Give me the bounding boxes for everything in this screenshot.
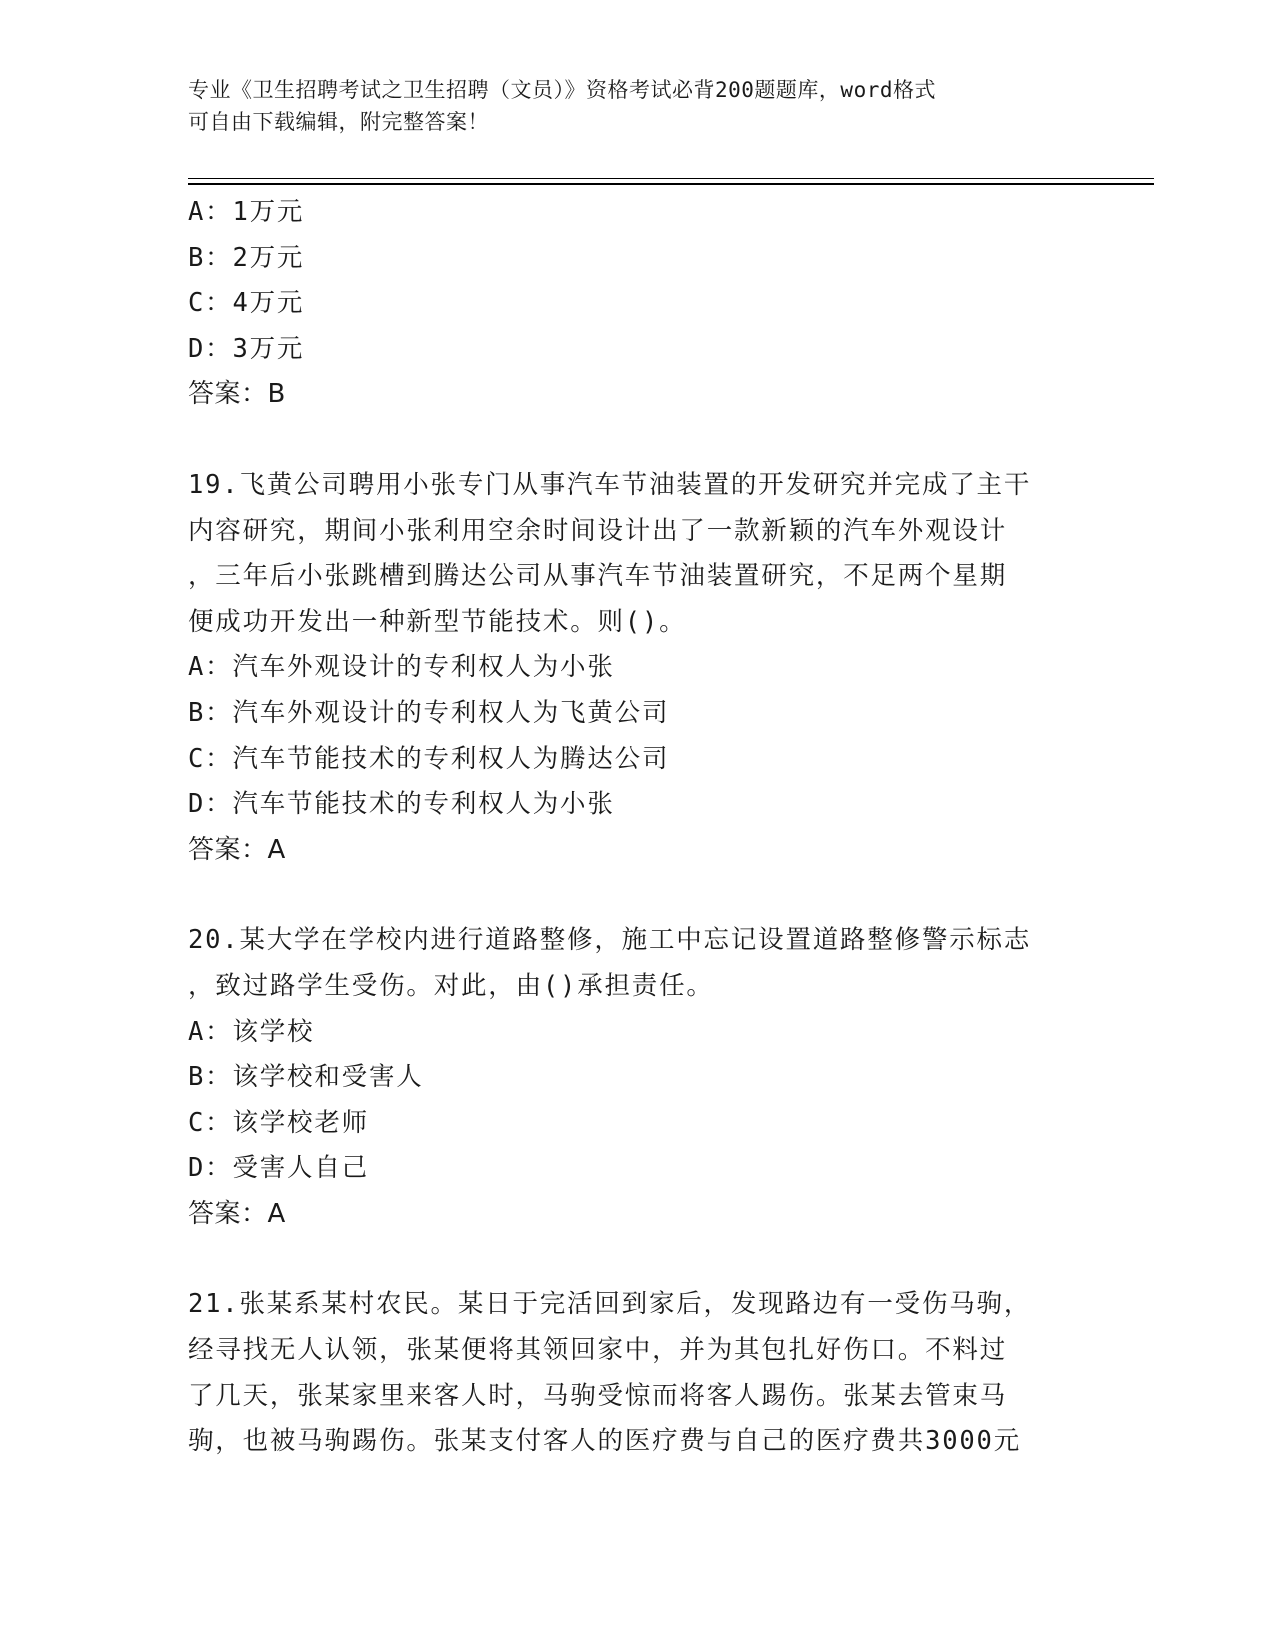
question-text-line: 驹，也被马驹踢伤。张某支付客人的医疗费与自己的医疗费共3000元 [188,1426,1022,1457]
option-d: D：3万元 [188,333,305,364]
option-b: B：该学校和受害人 [188,1062,424,1093]
option-c: C：4万元 [188,288,305,319]
spacer [188,418,1088,463]
question-text-line: 经寻找无人认领，张某便将其领回家中，并为其包扎好伤口。不料过 [188,1335,1008,1366]
question-text-line: 19.飞黄公司聘用小张专门从事汽车节油装置的开发研究并完成了主干 [188,469,1032,500]
header-divider-thick [188,183,1154,185]
header-line-2: 可自由下载编辑，附完整答案！ [188,110,489,134]
option-d: D：受害人自己 [188,1153,369,1184]
option-b: B：汽车外观设计的专利权人为飞黄公司 [188,697,670,728]
option-b: B：2万元 [188,242,305,273]
question-21 [188,1282,1088,1464]
prev-question-options [188,190,1088,418]
question-text-line: 了几天，张某家里来客人时，马驹受惊而将客人踢伤。张某去管束马 [188,1380,1008,1411]
header-line-1: 专业《卫生招聘考试之卫生招聘（文员）》资格考试必背200题题库，word格式 [188,78,936,102]
option-c: C：汽车节能技术的专利权人为腾达公司 [188,743,670,774]
question-19 [188,463,1088,873]
option-a: A：该学校 [188,1016,315,1047]
option-d: D：汽车节能技术的专利权人为小张 [188,789,615,820]
answer: 答案：A [188,1198,286,1229]
spacer [188,873,1088,918]
option-a: A：汽车外观设计的专利权人为小张 [188,652,615,683]
question-20 [188,918,1088,1237]
question-text-line: 便成功开发出一种新型节能技术。则()。 [188,606,687,637]
option-a: A：1万元 [188,197,305,227]
option-c: C：该学校老师 [188,1107,369,1138]
question-text-line: 20.某大学在学校内进行道路整修，施工中忘记设置道路整修警示标志 [188,925,1032,956]
question-text-line: 内容研究，期间小张利用空余时间设计出了一款新颖的汽车外观设计 [188,515,1008,546]
header-divider-thin [188,178,1154,179]
answer: 答案：A [188,834,286,865]
question-text-line: ，致过路学生受伤。对此，由()承担责任。 [188,970,714,1001]
document-header [188,74,1068,138]
question-text-line: ，三年后小张跳槽到腾达公司从事汽车节油装置研究，不足两个星期 [188,561,1008,592]
answer: 答案：B [188,379,286,410]
question-text-line: 21.张某系某村农民。某日于完活回到家后，发现路边有一受伤马驹， [188,1289,1032,1320]
question-content [188,190,1088,1465]
spacer [188,1237,1088,1282]
